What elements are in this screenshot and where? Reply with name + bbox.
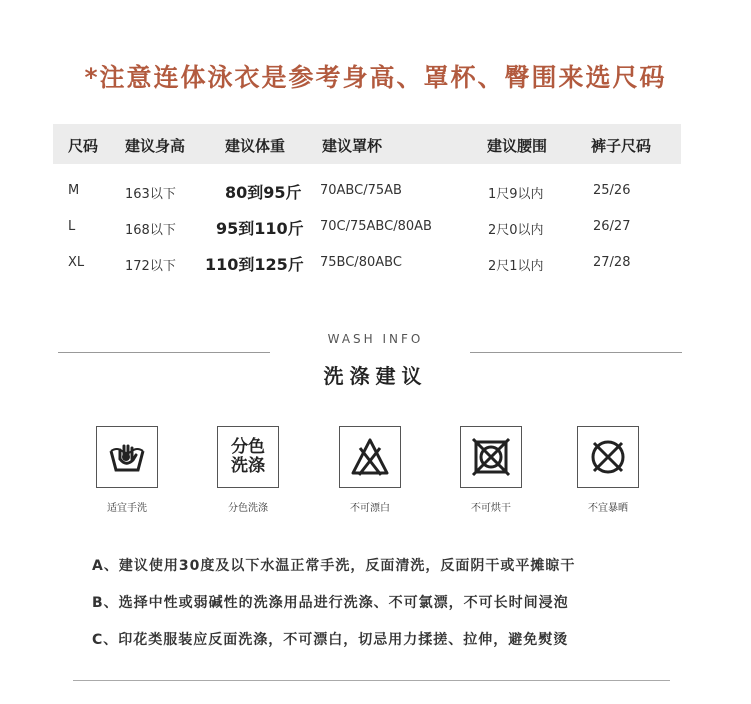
cell-height: 172以下 [125, 259, 176, 274]
cell-cup: 70C/75ABC/80AB [320, 219, 432, 234]
no-tumble-dry-icon [460, 426, 522, 488]
page-title: *注意连体泳衣是参考身高、罩杯、臀围来选尺码 [84, 63, 667, 92]
table-header [53, 124, 681, 164]
cell-size: L [68, 219, 76, 234]
cell-height: 163以下 [125, 187, 176, 202]
cell-waist: 2尺1以内 [488, 259, 544, 274]
bottom-divider [73, 680, 670, 681]
table-row [53, 172, 681, 208]
no-bleach-icon [339, 426, 401, 488]
wash-info-title-cn: 洗涤建议 [323, 364, 428, 388]
care-icon-text: 分色 [231, 437, 265, 457]
cell-pants: 25/26 [593, 183, 631, 198]
washing-notes [92, 548, 575, 659]
cell-waist: 1尺9以内 [488, 187, 544, 202]
cell-cup: 70ABC/75AB [320, 183, 402, 198]
cell-size: XL [68, 255, 85, 270]
cell-cup: 75BC/80ABC [320, 255, 402, 270]
note-item: A、建议使用30度及以下水温正常手洗，反面清洗，反面阴干或平摊晾干 [92, 558, 576, 574]
cell-weight: 95到110斤 [216, 219, 304, 238]
note-item: B、选择中性或弱碱性的洗涤用品进行洗涤、不可氯漂，不可长时间浸泡 [92, 595, 569, 611]
header-height: 建议身高 [125, 137, 186, 155]
header-size: 尺码 [68, 137, 99, 155]
header-cup: 建议罩杯 [322, 137, 383, 155]
note-item: C、印花类服装应反面洗涤，不可漂白，切忌用力揉搓、拉伸，避免熨烫 [92, 632, 569, 648]
table-row [53, 244, 681, 280]
header-waist: 建议腰围 [487, 137, 548, 155]
cell-waist: 2尺0以内 [488, 223, 544, 238]
divider-right [470, 352, 682, 353]
care-icon-text: 洗涤 [231, 456, 265, 476]
care-label: 不可烘干 [471, 503, 511, 514]
cell-weight: 80到95斤 [225, 183, 302, 202]
care-label: 分色洗涤 [228, 503, 268, 514]
care-label: 不宜暴晒 [588, 503, 628, 514]
cell-pants: 27/28 [593, 255, 631, 270]
no-sun-dry-icon [577, 426, 639, 488]
separate-wash-icon [217, 426, 279, 488]
care-item-hand-wash [82, 426, 172, 514]
care-label: 适宜手洗 [107, 503, 147, 514]
header-pants: 裤子尺码 [591, 137, 652, 155]
cell-pants: 26/27 [593, 219, 631, 234]
header-weight: 建议体重 [225, 137, 286, 155]
cell-size: M [68, 183, 80, 198]
cell-weight: 110到125斤 [205, 255, 304, 274]
care-item-no-tumble-dry [446, 426, 536, 514]
care-item-no-bleach [325, 426, 415, 514]
table-row [53, 208, 681, 244]
divider-left [58, 352, 270, 353]
size-table [53, 124, 681, 280]
care-item-separate-wash [203, 426, 293, 514]
cell-height: 168以下 [125, 223, 176, 238]
care-item-no-sun-dry [563, 426, 653, 514]
hand-wash-icon [96, 426, 158, 488]
wash-info-title-en: WASH INFO [327, 332, 424, 346]
care-label: 不可漂白 [350, 503, 390, 514]
